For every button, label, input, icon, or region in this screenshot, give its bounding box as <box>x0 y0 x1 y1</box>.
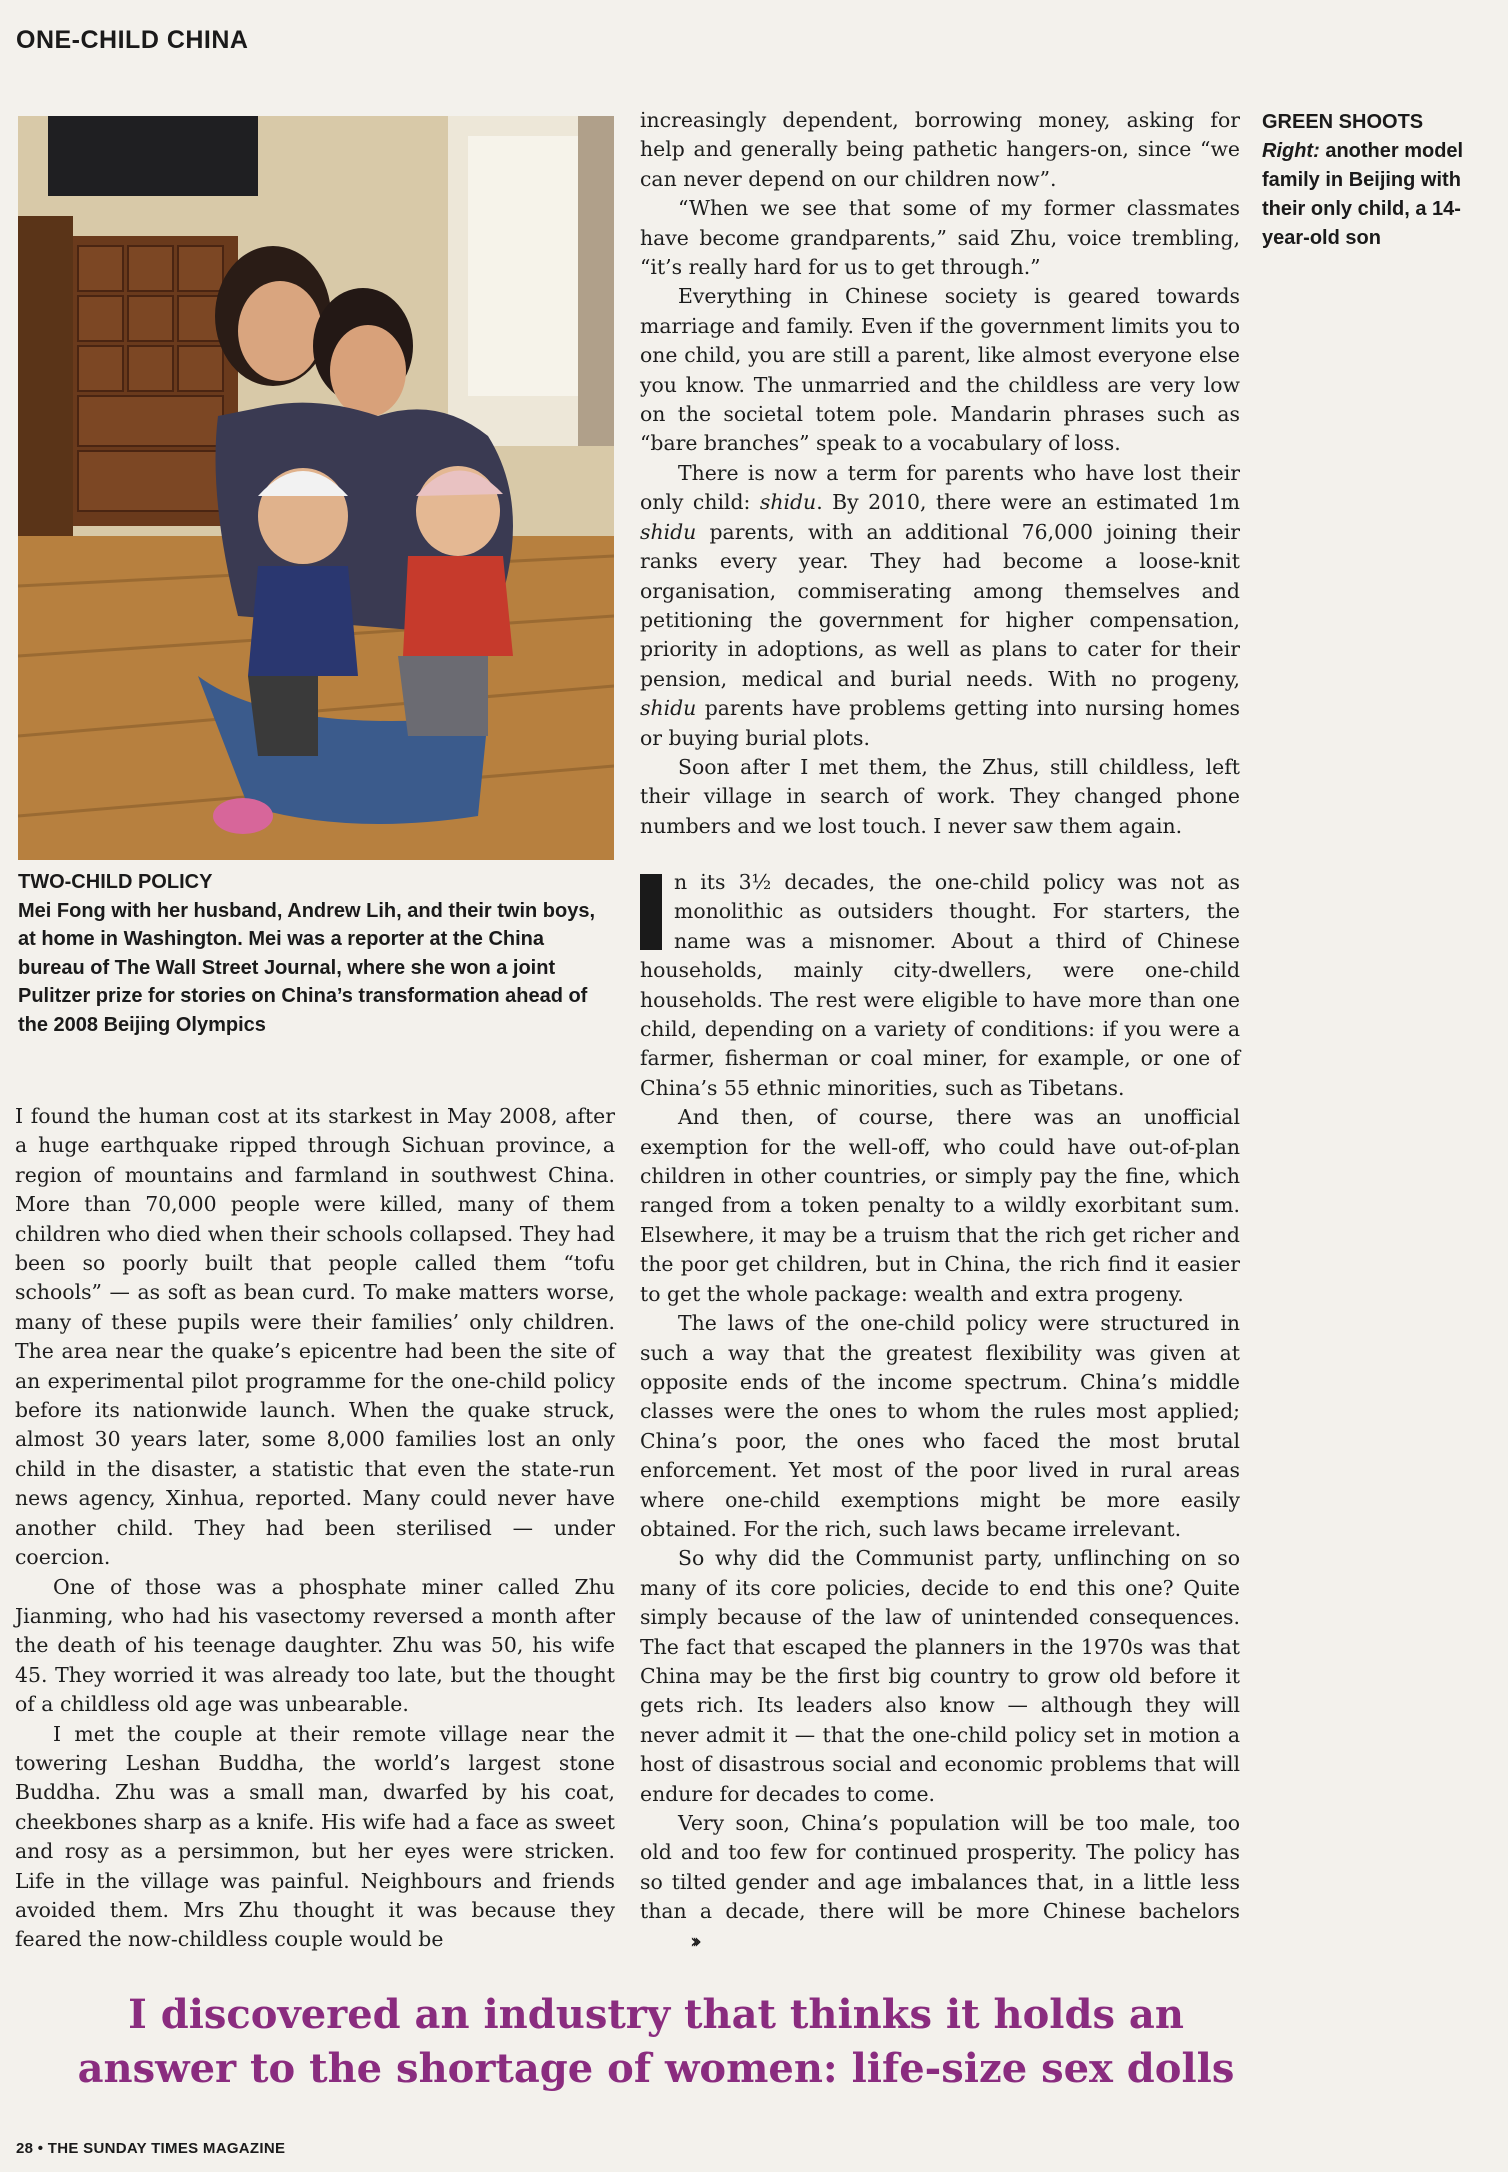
term-shidu: shidu <box>640 519 697 544</box>
side-caption-title: GREEN SHOOTS <box>1262 111 1424 133</box>
paragraph: I found the human cost at its starkest in May 2008, after a huge earthquake ripped through Sichuan province, a region of mountains and farmland in southwest China. More than 70,000 people were killed, many of them children who died when their schools collapsed. They had been so poorly built that people called them “tofu schools” — as soft as bean curd. To make matters worse, many of these pupils were their families’ only children. The area near the quake’s epicentre had been the site of an experimental pilot programme for the one-child policy before its nationwide launch. When the quake struck, almost 30 years later, some 8,000 families lost an only child in the disaster, a statistic that even the state-run news agency, Xinhua, reported. Many could never have another child. They had been sterilised — under coercion. <box>15 1104 615 1570</box>
paragraph: And then, of course, there was an unofficial exemption for the well-off, who could have out-of-plan children in other countries, or simply pay the fine, which ranged from a token penalty to a wildly exorbitant sum. Elsewhere, it may be a truism that the rich get richer and the poor get children, but in China, the rich find it easier to get the whole package: wealth and extra progeny. <box>640 1105 1240 1306</box>
section-label: ONE-CHILD CHINA <box>16 26 249 54</box>
caption-text: Mei Fong with her husband, Andrew Lih, and their twin boys, at home in Washington. Mei was a reporter at the China bureau of The Wall Street Journal, where she won a joint Pulitzer prize for stories on China’s transformation ahead of the 2008 Beijing Olympics <box>18 899 596 1036</box>
pull-quote-line: answer to the shortage of women: life-size sex dolls <box>77 2045 1235 2092</box>
pull-quote-line: I discovered an industry that thinks it holds an <box>128 1991 1184 2038</box>
paragraph: So why did the Communist party, unflinching on so many of its core policies, decide to end this one? Quite simply because of the law of unintended consequences. The fact that escaped the planners in the 1970s was that China may be the first big country to grow old before it gets rich. Its leaders also know — although they will never admit it — that the one-child policy set in motion a host of disastrous social and economic problems that will endure for decades to come. <box>640 1546 1240 1806</box>
paragraph: There is now a term for parents who have lost their only child: shidu. By 2010, there were an estimated 1m shidu parents, with an additional 76,000 joining their ranks every year. They had become a loose-knit organisation, commiserating among themselves and petitioning the government for higher compensation, priority in adoptions, as well as plans to cater for their pension, medical and burial needs. With no progeny, shidu parents have problems getting into nursing homes or buying burial plots. <box>640 460 1240 750</box>
drop-cap-bar <box>640 874 662 950</box>
family-photo-illustration <box>18 116 614 860</box>
paragraph: One of those was a phosphate miner called Zhu Jianming, who had his vasectomy reversed a month after the death of his teenage daughter. Zhu was 50, his wife 45. They worried it was already too late, but the thought of a childless old age was unbearable. <box>15 1574 615 1717</box>
photo-caption <box>18 868 608 1039</box>
right-column-bottom <box>640 868 1240 1956</box>
paragraph: The laws of the one-child policy were structured in such a way that the greatest flexibility was given at opposite ends of the income spectrum. China’s middle classes were the ones to whom the rules most applied; China’s poor, the ones who faced the most brutal enforcement. Yet most of the poor lived in rural areas where one-child exemptions might be more easily obtained. For the rich, such laws became irrelevant. <box>640 1311 1240 1541</box>
right-column-top <box>640 106 1240 841</box>
paragraph: I met the couple at their remote village near the towering Leshan Buddha, the world’s largest stone Buddha. Zhu was a small man, dwarfed by his coat, cheekbones sharp as a knife. His wife had a face as sweet and rosy as a persimmon, but her eyes were stricken. Life in the village was painful. Neighbours and friends avoided them. Mrs Zhu thought it was because they feared the now-childless couple would be <box>15 1721 615 1952</box>
term-shidu: shidu <box>759 490 817 515</box>
page-footer: 28 • THE SUNDAY TIMES MAGAZINE <box>16 2140 286 2157</box>
paragraph: increasingly dependent, borrowing money, asking for help and generally being pathetic hangers-on, since “we can never depend on our children now”. <box>640 108 1240 191</box>
paragraph: n its 3½ decades, the one-child policy was not as monolithic as outsiders thought. For starters, the name was a misnomer. About a third of Chinese households, mainly city-dwellers, were one-child households. The rest were eligible to have more than one child, depending on a variety of conditions: if you were a farmer, fisherman or coal miner, for example, or one of China’s 55 ethnic minorities, such as Tibetans. <box>640 870 1240 1100</box>
paragraph: Everything in Chinese society is geared towards marriage and family. Even if the government limits you to one child, you are still a parent, like almost everyone else you know. The unmarried and the childless are very low on the societal totem pole. Mandarin phrases such as “bare branches” speak to a vocabulary of loss. <box>640 284 1240 456</box>
family-photo <box>18 116 614 860</box>
side-caption <box>1262 108 1498 253</box>
paragraph: “When we see that some of my former classmates have become grandparents,” said Zhu, voice trembling, “it’s really hard for us to get through.” <box>640 196 1240 280</box>
continue-arrow-icon: ››› <box>690 1928 696 1953</box>
side-caption-text: another model family in Beijing with their only child, a 14-year-old son <box>1262 140 1464 249</box>
paragraph: Soon after I met them, the Zhus, still childless, left their village in search of work. They changed phone numbers and we lost touch. I never saw them again. <box>640 754 1240 838</box>
left-column <box>15 1102 615 1955</box>
paragraph: Very soon, China’s population will be too male, too old and too few for continued prosperity. The policy has so tilted gender and age imbalances that, in a little less than a decade, there will be more Chinese bachelors››› <box>640 1809 1240 1956</box>
caption-title: TWO-CHILD POLICY <box>18 871 213 893</box>
side-caption-lead: Right: <box>1262 140 1320 162</box>
term-shidu: shidu <box>640 696 697 721</box>
pull-quote <box>56 1988 1256 2096</box>
